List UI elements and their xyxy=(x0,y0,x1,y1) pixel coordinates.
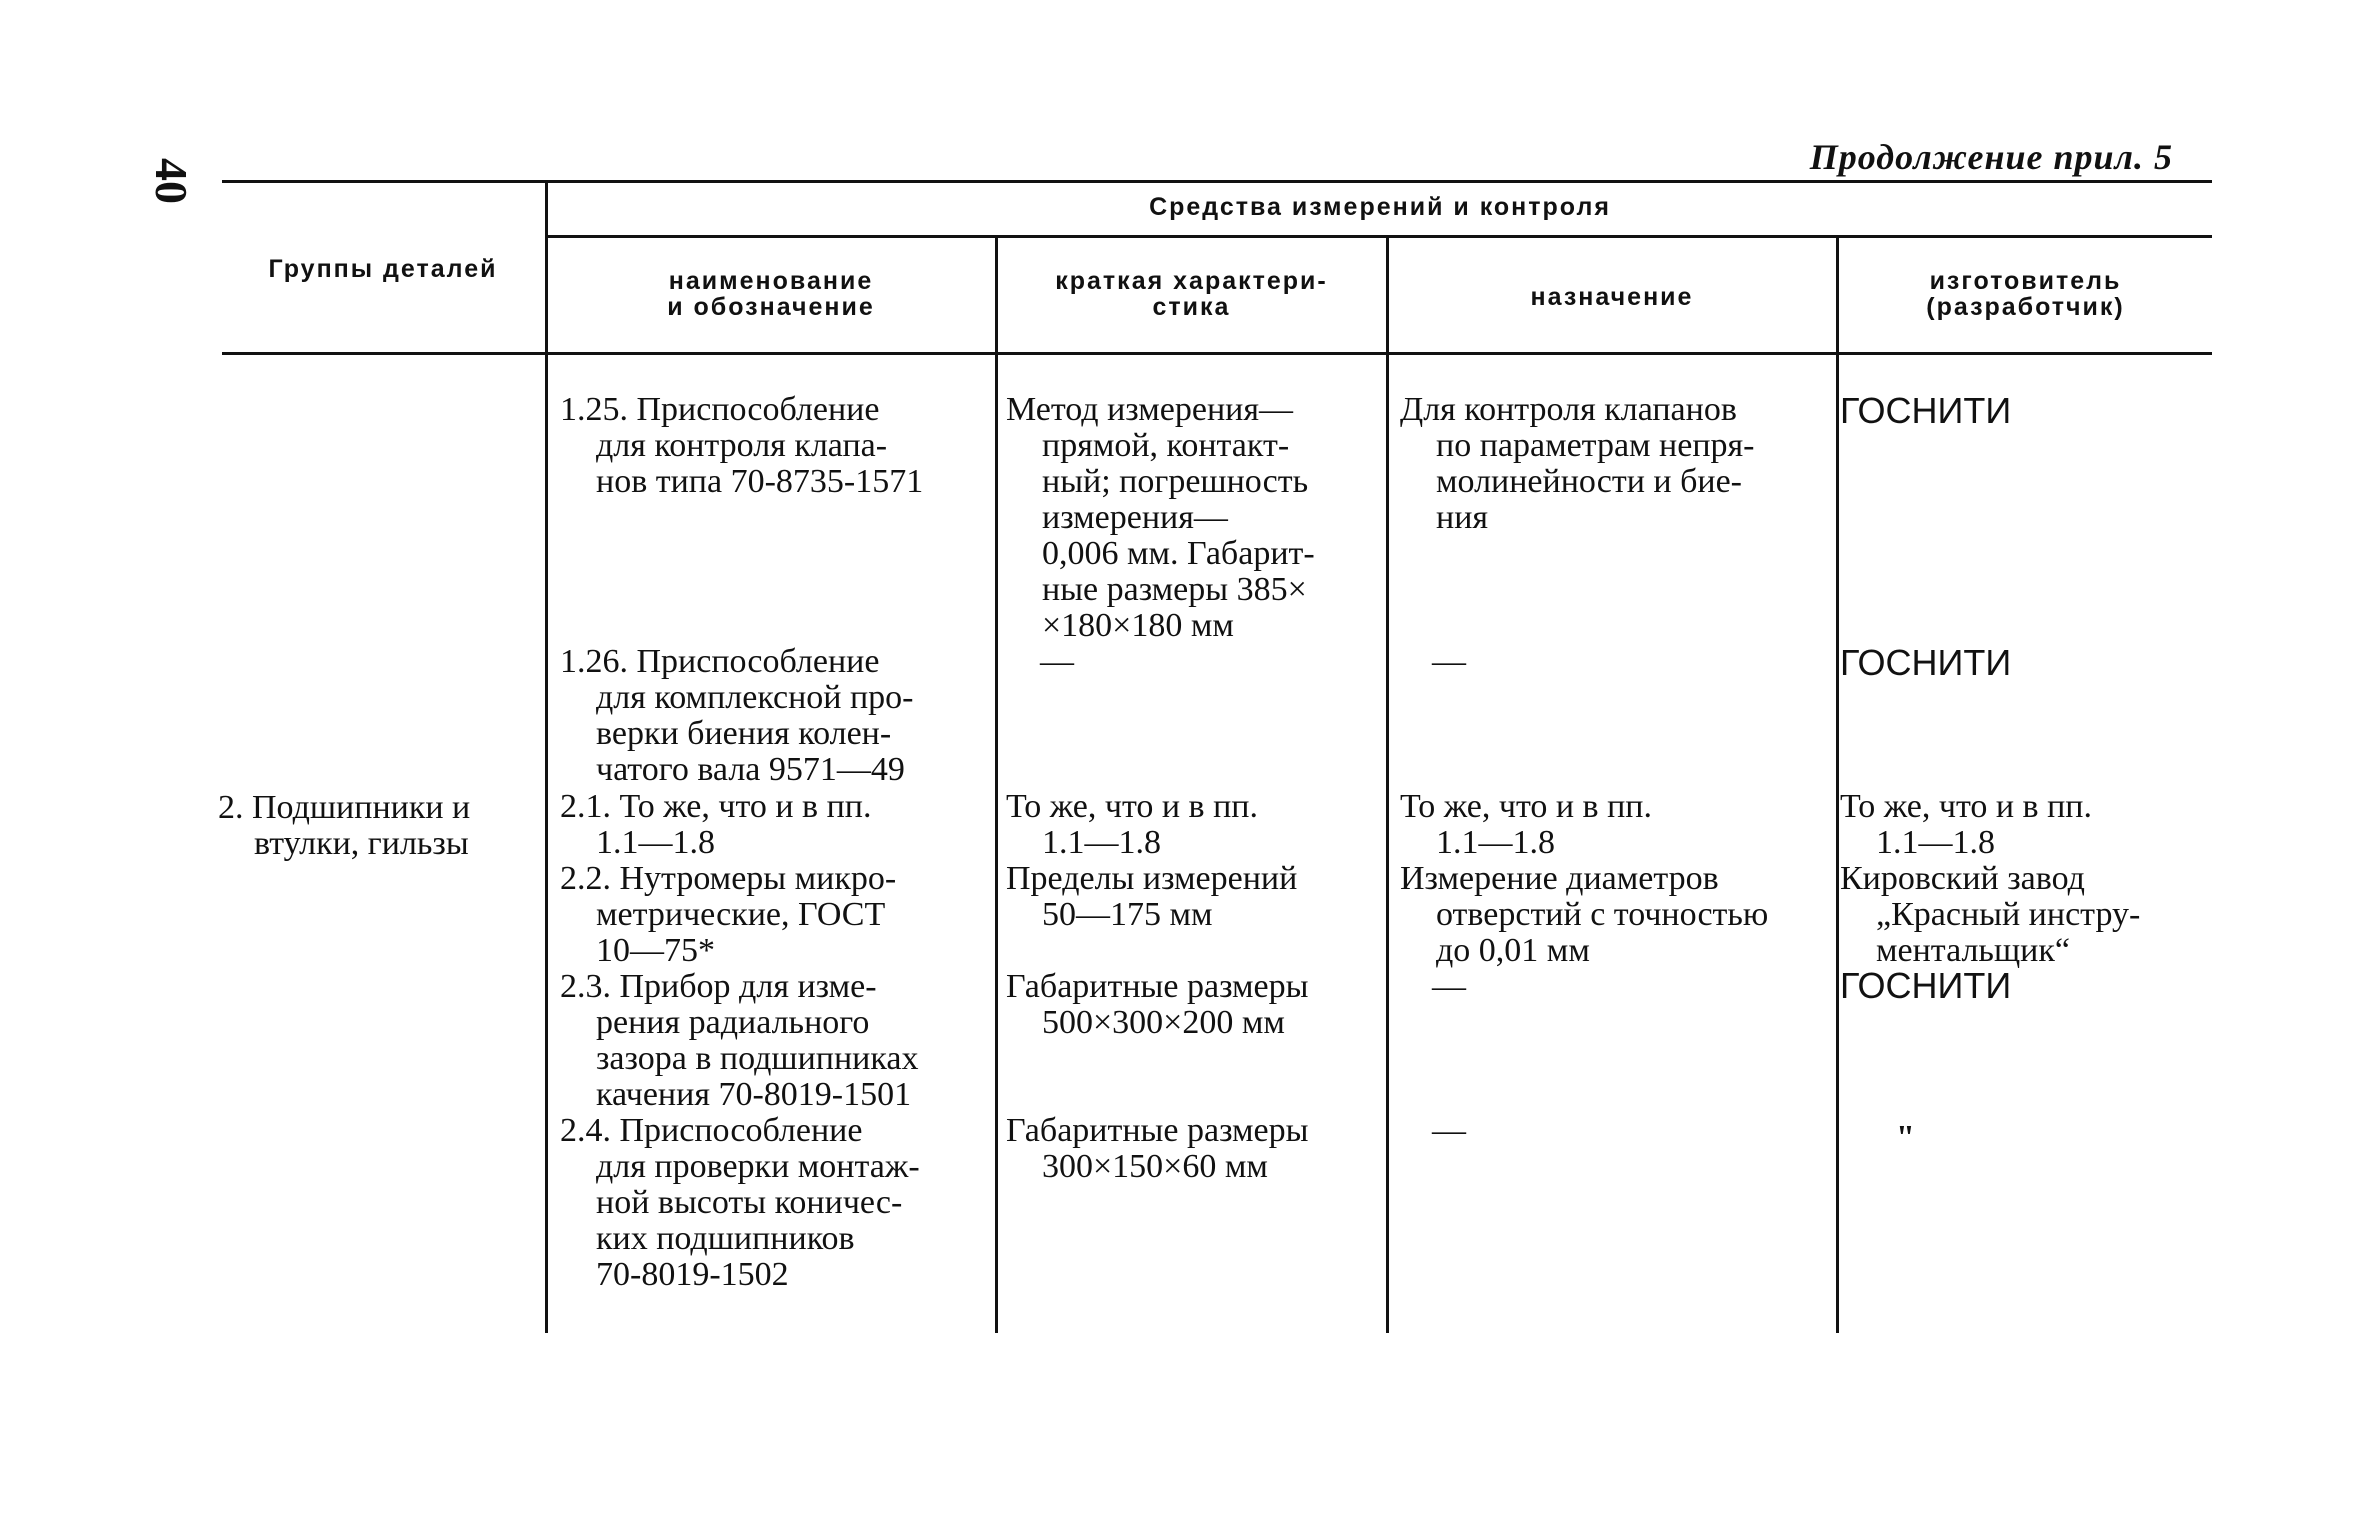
row-2-1-maker xyxy=(1840,789,2196,861)
continuation-title: Продолжение прил. 5 xyxy=(1809,137,2173,177)
char-line: 300×150×60 мм xyxy=(1042,1148,1268,1185)
row-2-4-name xyxy=(560,1113,972,1293)
header-sub-rule xyxy=(548,235,2212,238)
maker-line: Кировский завод xyxy=(1840,860,2085,897)
table-top-rule xyxy=(222,180,2212,183)
char-line: ный; погрешность xyxy=(1042,463,1309,500)
purpose-line: Измерение диаметров xyxy=(1400,860,1719,897)
purpose-line: до 0,01 мм xyxy=(1436,932,1590,969)
name-line: для проверки монтаж- xyxy=(596,1148,920,1185)
row-1-25-maker: ГОСНИТИ xyxy=(1840,390,2012,431)
row-2-2-purpose xyxy=(1400,861,1820,969)
purpose-line: ния xyxy=(1436,499,1489,536)
name-line: 2.1. То же, что и в пп. xyxy=(560,788,872,825)
char-line: Габаритные размеры xyxy=(1006,968,1309,1005)
purpose-line: молинейности и бие- xyxy=(1436,463,1742,500)
char-line: ные размеры 385× xyxy=(1042,571,1307,608)
maker-line: „Красный инстру- xyxy=(1876,896,2141,933)
header-char-col xyxy=(998,268,1385,321)
header-char-line: стика xyxy=(1152,293,1231,322)
header-maker-col xyxy=(1839,268,2212,321)
row-2-3-purpose: — xyxy=(1432,968,1466,1005)
name-line: 10—75* xyxy=(596,932,715,969)
col-divider-1 xyxy=(545,183,548,1333)
row-1-26-name xyxy=(560,644,972,788)
name-line: 2.2. Нутромеры микро- xyxy=(560,860,897,897)
header-name-line: и обозначение xyxy=(667,293,875,322)
purpose-line: отверстий с точностью xyxy=(1436,896,1769,933)
purpose-line: Для контроля клапанов xyxy=(1400,391,1737,428)
row-2-2-name xyxy=(560,861,972,969)
header-group-col: Группы деталей xyxy=(268,255,498,283)
col-divider-2 xyxy=(995,238,998,1333)
row-2-3-name xyxy=(560,969,972,1113)
name-line: 2.4. Приспособление xyxy=(560,1112,863,1149)
name-line: 1.25. Приспособление xyxy=(560,391,880,428)
row-1-25-purpose xyxy=(1400,392,1820,536)
row-2-4-char xyxy=(1006,1113,1368,1185)
char-line: Габаритные размеры xyxy=(1006,1112,1309,1149)
row-2-1-purpose xyxy=(1400,789,1820,861)
group-2-cell xyxy=(218,790,530,862)
char-line: прямой, контакт- xyxy=(1042,427,1290,464)
header-bottom-rule xyxy=(222,352,2212,355)
name-line: нов типа 70-8735-1571 xyxy=(596,463,924,500)
char-line: измерения— xyxy=(1042,499,1228,536)
header-maker-line: изготовитель xyxy=(1929,267,2122,295)
header-char-line: краткая характери- xyxy=(1055,267,1328,295)
name-line: 70-8019-1502 xyxy=(596,1256,789,1293)
char-line: 1.1—1.8 xyxy=(1042,824,1161,861)
col-divider-3 xyxy=(1386,238,1389,1333)
row-1-25-char xyxy=(1006,392,1368,644)
row-2-1-char xyxy=(1006,789,1368,861)
page-number: 40 xyxy=(146,158,197,204)
row-2-4-purpose: — xyxy=(1432,1112,1466,1149)
header-means-span: Средства измерений и контроля xyxy=(1149,193,1611,221)
header-maker-line: (разработчик) xyxy=(1926,293,2125,322)
row-1-26-purpose: — xyxy=(1432,643,1466,680)
col-divider-4 xyxy=(1836,238,1839,1333)
group-2-line: втулки, гильзы xyxy=(254,825,469,862)
row-1-26-maker: ГОСНИТИ xyxy=(1840,642,2012,683)
header-name-line: наименование xyxy=(668,267,874,295)
char-line: 500×300×200 мм xyxy=(1042,1004,1285,1041)
name-line: 2.3. Прибор для изме- xyxy=(560,968,877,1005)
char-line: 0,006 мм. Габарит- xyxy=(1042,535,1315,572)
name-line: зазора в подшипниках xyxy=(596,1040,919,1077)
maker-line: 1.1—1.8 xyxy=(1876,824,1995,861)
header-name-col xyxy=(548,268,994,321)
maker-line: То же, что и в пп. xyxy=(1840,788,2092,825)
purpose-line: 1.1—1.8 xyxy=(1436,824,1555,861)
char-line: 50—175 мм xyxy=(1042,896,1213,933)
row-2-1-name xyxy=(560,789,972,861)
char-line: Метод измерения— xyxy=(1006,391,1293,428)
header-purpose-col: назначение xyxy=(1530,283,1694,311)
char-line: То же, что и в пп. xyxy=(1006,788,1258,825)
name-line: верки биения колен- xyxy=(596,715,892,752)
name-line: метрические, ГОСТ xyxy=(596,896,886,933)
row-1-26-char: — xyxy=(1040,643,1074,680)
row-1-25-name xyxy=(560,392,972,500)
row-2-4-maker: " xyxy=(1896,1119,1915,1156)
purpose-line: по параметрам непря- xyxy=(1436,427,1755,464)
name-line: чатого вала 9571—49 xyxy=(596,751,905,788)
char-line: ×180×180 мм xyxy=(1042,607,1234,644)
name-line: для комплексной про- xyxy=(596,679,914,716)
row-2-2-maker xyxy=(1840,861,2196,969)
purpose-line: То же, что и в пп. xyxy=(1400,788,1652,825)
name-line: ких подшипников xyxy=(596,1220,855,1257)
maker-line: ментальщик“ xyxy=(1876,932,2070,969)
row-2-3-char xyxy=(1006,969,1368,1041)
row-2-3-maker: ГОСНИТИ xyxy=(1840,965,2012,1006)
name-line: рения радиального xyxy=(596,1004,870,1041)
name-line: ной высоты коничес- xyxy=(596,1184,903,1221)
name-line: 1.1—1.8 xyxy=(596,824,715,861)
name-line: для контроля клапа- xyxy=(596,427,888,464)
name-line: 1.26. Приспособление xyxy=(560,643,880,680)
name-line: качения 70-8019-1501 xyxy=(596,1076,912,1113)
row-2-2-char xyxy=(1006,861,1368,933)
group-2-line: 2. Подшипники и xyxy=(218,789,471,826)
char-line: Пределы измерений xyxy=(1006,860,1298,897)
